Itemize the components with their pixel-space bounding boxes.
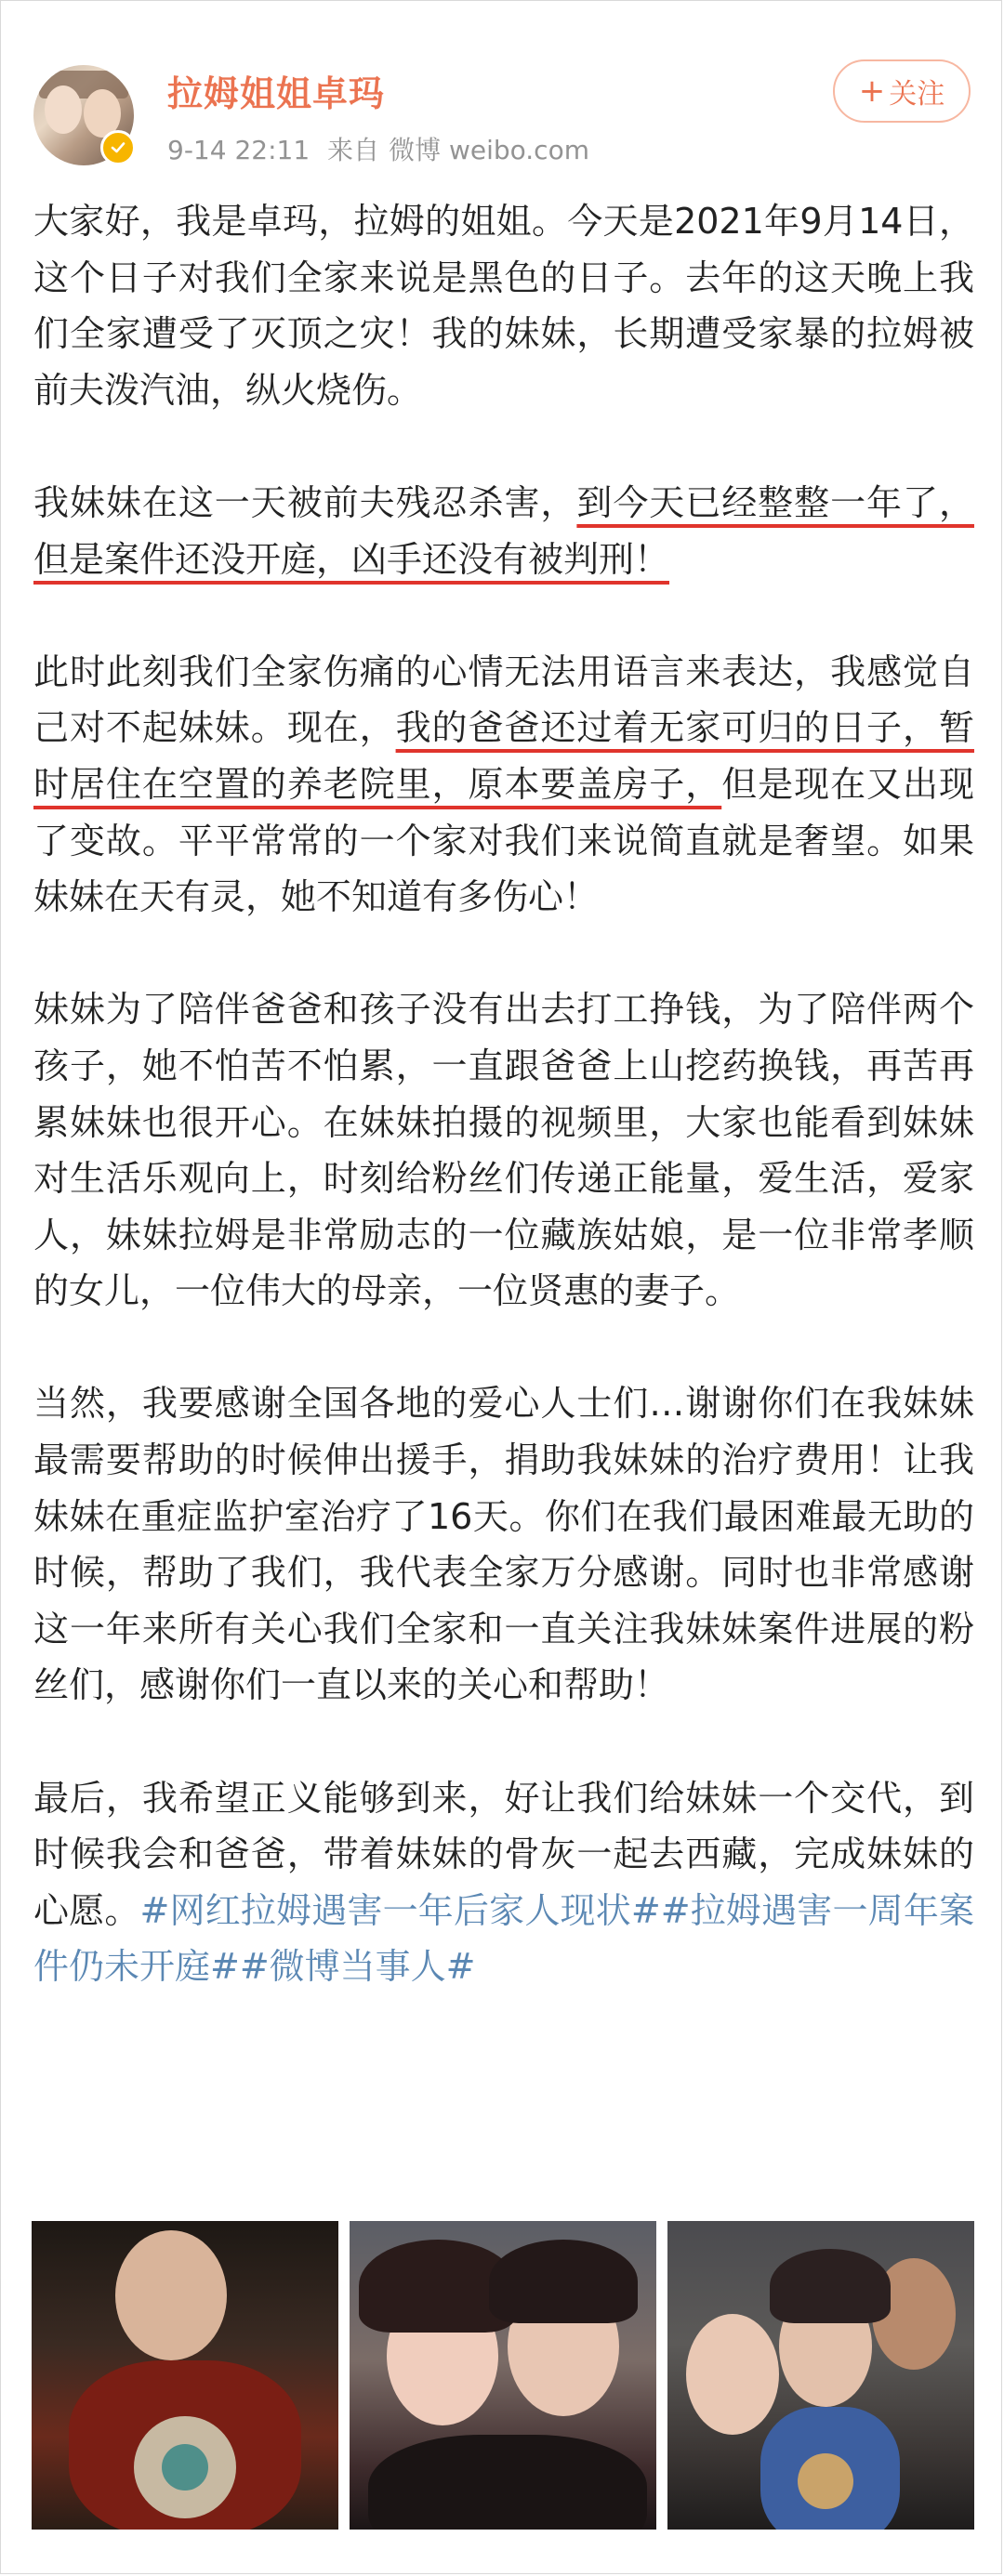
follow-label: 关注 [889, 78, 945, 111]
underlined-text-1: 到今天已经整整一年了，但是案件还没开庭，凶手还没有被判刑！ [33, 481, 974, 580]
hashtag-2[interactable]: #拉姆遇害一周年案件仍未开庭# [33, 1889, 975, 1988]
post-paragraph-2 [33, 475, 974, 587]
post-paragraph-3 [33, 644, 974, 926]
paragraph-3-text-a: 此时此刻我们全家伤痛的心情无法用语言来表达，我感觉自己对不起妹妹。现在， [33, 651, 974, 749]
post-timestamp: 9-14 22:11 [167, 135, 310, 165]
post-paragraph-5: 当然，我要感谢全国各地的爱心人士们…谢谢你们在我妹妹最需要帮助的时候伸出援手，捐助我妹妹的治疗费用！让我妹妹在重症监护室治疗了16天。你们在我们最困难最无助的时候，帮助了我们，我代表全家万分感谢。同时也非常感谢这一年来所有关心我们全家和一直关注我妹妹案件进展的粉丝们，感谢你们一直以来的关心和帮助！ [33, 1383, 974, 1706]
post-source: 微博 weibo.com [389, 135, 589, 165]
post-header [0, 0, 1004, 186]
post-source-prefix: 来自 [327, 135, 380, 165]
paragraph-6-text: 最后，我希望正义能够到来，好让我们给妹妹一个交代，到时候我会和爸爸，带着妹妹的骨灰一起去西藏，完成妹妹的心愿。 [33, 1777, 974, 1931]
plus-icon: + [858, 72, 886, 110]
underlined-text-2: 我的爸爸还过着无家可归的日子，暂时居住在空置的养老院里，原本要盖房子， [33, 707, 974, 805]
post-content [33, 193, 974, 2052]
author-name[interactable]: 拉姆姐姐卓玛 [167, 73, 386, 114]
photo-3[interactable] [667, 2221, 974, 2530]
post-paragraph-6 [33, 1770, 974, 1995]
hashtag-3[interactable]: #微博当事人# [239, 1946, 476, 1988]
photo-1[interactable] [32, 2221, 338, 2530]
hashtag-1[interactable]: #网红拉姆遇害一年后家人现状# [139, 1889, 661, 1931]
photo-grid [32, 2221, 974, 2530]
photo-2[interactable] [350, 2221, 656, 2530]
post-paragraph-4: 妹妹为了陪伴爸爸和孩子没有出去打工挣钱，为了陪伴两个孩子，她不怕苦不怕累，一直跟爸爸上山挖药换钱，再苦再累妹妹也很开心。在妹妹拍摄的视频里，大家也能看到妹妹对生活乐观向上，时刻给粉丝们传递正能量，爱生活，爱家人，妹妹拉姆是非常励志的一位藏族姑娘，是一位非常孝顺的女儿，一位伟大的母亲，一位贤惠的妻子。 [33, 989, 974, 1312]
verified-badge-icon [100, 130, 136, 165]
follow-button[interactable] [833, 59, 971, 123]
post-paragraph-1: 大家好，我是卓玛，拉姆的姐姐。今天是2021年9月14日，这个日子对我们全家来说是黑色的日子。去年的这天晚上我们全家遭受了灭顶之灾！我的妹妹，长期遭受家暴的拉姆被前夫泼汽油，纵火烧伤。 [33, 201, 974, 411]
post-meta [167, 130, 599, 167]
paragraph-2-text: 我妹妹在这一天被前夫残忍杀害， [33, 481, 577, 523]
paragraph-3-text-c: 但是现在又出现了变故。平平常常的一个家对我们来说简直就是奢望。如果妹妹在天有灵，她不知道有多伤心！ [33, 763, 974, 918]
